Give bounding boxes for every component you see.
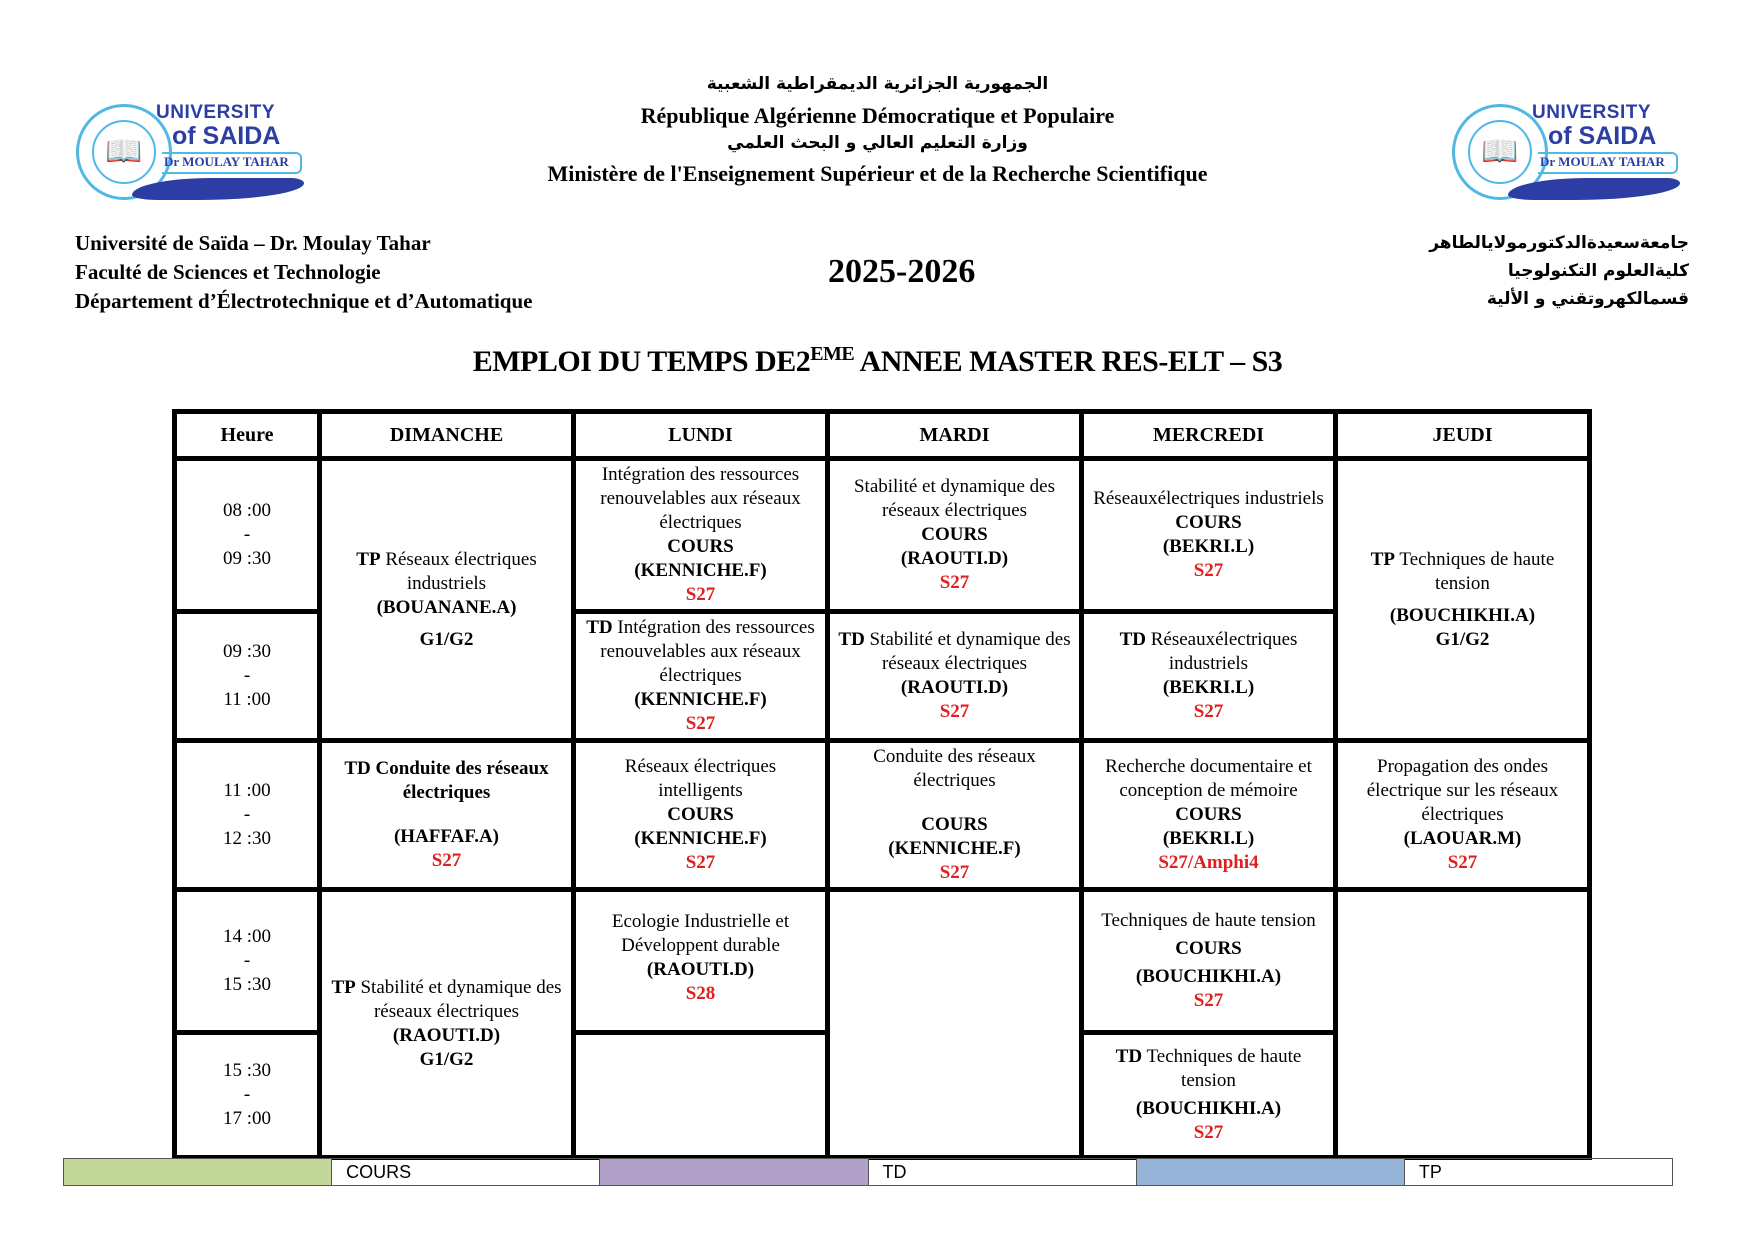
session-subject: Techniques de haute tension	[1395, 548, 1555, 594]
hour-start: 14 :00	[222, 926, 272, 947]
session-cell[interactable]	[574, 890, 828, 1033]
session-teacher: (KENNICHE.F)	[634, 560, 767, 581]
session-title	[330, 548, 563, 596]
session-title	[1092, 1045, 1325, 1093]
hour-cell	[175, 741, 320, 890]
empty-cell[interactable]	[1336, 890, 1590, 1158]
session-teacher: (BEKRI.L)	[1162, 828, 1255, 849]
hour-sep: -	[243, 1084, 251, 1105]
hour-cell	[175, 890, 320, 1033]
empty-cell[interactable]	[574, 1033, 828, 1158]
hour-cell	[175, 459, 320, 612]
session-room: S27	[1193, 990, 1224, 1011]
page-title	[0, 343, 1755, 379]
hour-end: 11 :00	[223, 689, 271, 710]
session-title	[838, 628, 1071, 676]
session-subject: Réseauxélectriques industriels	[1093, 488, 1324, 509]
session-subject: Réseauxélectriques industriels	[1146, 629, 1298, 674]
session-cell[interactable]	[1082, 741, 1336, 890]
legend-label-tp: TP	[1418, 1162, 1442, 1182]
session-cell[interactable]	[1082, 459, 1336, 612]
session-teacher: (BEKRI.L)	[1162, 677, 1255, 698]
empty-cell[interactable]	[828, 890, 1082, 1158]
session-teacher: (KENNICHE.F)	[634, 689, 767, 710]
header-row	[175, 412, 1590, 459]
session-cell[interactable]	[1082, 612, 1336, 741]
title-superscript: EME	[810, 343, 855, 365]
legend-swatch-tp	[1137, 1159, 1405, 1185]
title-main: EMPLOI DU TEMPS DE2	[472, 345, 811, 378]
department-name-ar: قسمالكهروتقني و الألية	[1486, 289, 1689, 309]
session-subject: Réseaux électriques intelligents	[624, 756, 777, 801]
timetable	[172, 409, 1592, 1160]
session-cell[interactable]	[574, 612, 828, 741]
session-teacher: (LAOUAR.M)	[1403, 828, 1522, 849]
table-row	[175, 459, 1590, 612]
university-info-arabic	[1429, 229, 1689, 313]
session-subject: Ecologie Industrielle et Développent durable	[611, 911, 790, 956]
session-cell[interactable]	[1336, 741, 1590, 890]
logo-text-saida: of SAIDA	[172, 122, 281, 150]
session-cell[interactable]	[828, 459, 1082, 612]
session-type: TP	[1370, 548, 1396, 570]
session-cell[interactable]	[1082, 1033, 1336, 1158]
republic-arabic: الجمهورية الجزائرية الديمقراطية الشعبية	[706, 74, 1049, 94]
faculty-name: Faculté de Sciences et Technologie	[75, 260, 381, 284]
session-teacher: (RAOUTI.D)	[900, 548, 1009, 569]
session-kind: COURS	[921, 814, 988, 835]
session-cell[interactable]	[574, 741, 828, 890]
session-teacher: (HAFFAF.A)	[393, 826, 499, 847]
academic-year: 2025-2026	[828, 253, 976, 290]
session-subject: Conduite des réseaux électriques	[873, 746, 1036, 791]
session-kind: COURS	[921, 524, 988, 545]
hour-end: 15 :30	[222, 974, 272, 995]
logo-text-university: UNIVERSITY	[1532, 102, 1652, 123]
session-subject: Stabilité et dynamique des réseaux électriques	[864, 629, 1071, 674]
session-room: S27/Amphi4	[1158, 852, 1259, 873]
session-room: S27	[1193, 701, 1224, 722]
hour-end: 09 :30	[222, 548, 272, 569]
university-info-french	[75, 229, 532, 316]
session-title: TD Conduite des réseaux électriques	[344, 758, 549, 803]
session-type: TD	[1115, 1046, 1143, 1067]
ministry-arabic: وزارة التعليم العالي و البحث العلمي	[727, 133, 1028, 153]
session-subject: Intégration des ressources renouvelables aux réseaux électriques	[600, 464, 801, 533]
hour-end: 17 :00	[222, 1108, 272, 1129]
session-teacher: (KENNICHE.F)	[634, 828, 767, 849]
session-kind: COURS	[1175, 938, 1242, 959]
session-type: TD	[586, 617, 613, 638]
university-name: Université de Saïda – Dr. Moulay Tahar	[75, 231, 431, 255]
session-type: TP	[331, 976, 356, 998]
col-header-mardi: MARDI	[828, 412, 1082, 459]
session-teacher: (RAOUTI.D)	[646, 959, 755, 980]
session-kind: COURS	[1175, 512, 1242, 533]
hour-sep: -	[243, 524, 251, 545]
legend	[63, 1158, 1673, 1186]
faculty-name-ar: كليةالعلوم التكنولوجيا	[1507, 261, 1689, 281]
session-subject: Techniques de haute tension	[1142, 1046, 1302, 1091]
logo-text-university: UNIVERSITY	[156, 102, 276, 123]
session-cell[interactable]	[1336, 459, 1590, 741]
session-cell[interactable]	[828, 612, 1082, 741]
session-title	[1092, 628, 1325, 676]
session-teacher: (BOUCHIKHI.A)	[1135, 966, 1282, 987]
republic-french: République Algérienne Démocratique et Populaire	[640, 103, 1115, 128]
session-subject: Réseaux électriques industriels	[380, 548, 537, 594]
session-room: S27	[1193, 1122, 1224, 1143]
hour-start: 11 :00	[223, 780, 271, 801]
session-cell[interactable]	[320, 459, 574, 741]
session-cell[interactable]	[828, 741, 1082, 890]
hour-start: 09 :30	[222, 641, 272, 662]
session-room: S27	[1447, 852, 1478, 873]
hour-cell	[175, 1033, 320, 1158]
session-title	[1346, 548, 1579, 596]
session-title	[330, 976, 563, 1024]
session-cell[interactable]	[320, 741, 574, 890]
session-room: S27	[939, 862, 970, 883]
session-teacher: (RAOUTI.D)	[392, 1024, 501, 1046]
col-header-mercredi: MERCREDI	[1082, 412, 1336, 459]
session-subject: Stabilité et dynamique des réseaux électriques	[355, 976, 562, 1022]
session-room: S27	[685, 584, 716, 605]
legend-label-td: TD	[869, 1159, 1137, 1185]
session-teacher: (KENNICHE.F)	[888, 838, 1021, 859]
hour-sep: -	[243, 950, 251, 971]
col-header-lundi: LUNDI	[574, 412, 828, 459]
session-subject: Intégration des ressources renouvelables aux réseaux électriques	[600, 617, 815, 686]
session-title	[584, 616, 817, 688]
session-kind: COURS	[667, 536, 734, 557]
book-icon: 📖	[1481, 134, 1519, 169]
hour-start: 15 :30	[222, 1060, 272, 1081]
session-room: S27	[1193, 560, 1224, 581]
session-type: TD	[838, 629, 865, 650]
table-row	[175, 890, 1590, 1033]
session-cell[interactable]	[320, 890, 574, 1158]
logo-text-dr: Dr MOULAY TAHAR	[164, 154, 289, 169]
legend-label-cours: COURS	[332, 1159, 600, 1185]
session-subject: Stabilité et dynamique des réseaux électriques	[853, 476, 1056, 521]
col-header-heure: Heure	[175, 412, 320, 459]
session-room: S27	[685, 713, 716, 734]
book-icon: 📖	[105, 134, 143, 169]
table-row	[175, 741, 1590, 890]
university-name-ar: جامعةسعيدةالدكتورمولايالطاهر	[1429, 233, 1689, 253]
session-cell[interactable]	[1082, 890, 1336, 1033]
session-subject: Techniques de haute tension	[1101, 910, 1316, 931]
session-kind: COURS	[1175, 804, 1242, 825]
session-room: S28	[685, 983, 716, 1004]
session-group: G1/G2	[419, 628, 474, 650]
session-teacher: (BOUCHIKHI.A)	[1135, 1098, 1282, 1119]
hour-end: 12 :30	[222, 828, 272, 849]
logo-text-dr: Dr MOULAY TAHAR	[1540, 154, 1665, 169]
legend-swatch-td	[600, 1159, 868, 1185]
session-kind: COURS	[667, 804, 734, 825]
session-subject: Propagation des ondes électrique sur les réseaux électriques	[1366, 756, 1559, 825]
legend-swatch-cours	[64, 1159, 332, 1185]
title-rest: ANNEE MASTER RES-ELT – S3	[854, 345, 1283, 378]
department-name: Département d’Électrotechnique et d’Automatique	[75, 289, 533, 313]
session-group: G1/G2	[419, 1048, 474, 1070]
session-subject: Recherche documentaire et conception de mémoire	[1105, 756, 1312, 801]
session-type: TP	[356, 548, 381, 570]
session-type: TD	[1119, 629, 1146, 650]
session-teacher: (BOUANANE.A)	[376, 596, 517, 618]
session-cell[interactable]	[574, 459, 828, 612]
hour-sep: -	[243, 665, 251, 686]
hour-sep: -	[243, 804, 251, 825]
session-teacher: (BEKRI.L)	[1162, 536, 1255, 557]
session-room: S27	[685, 852, 716, 873]
ministry-french: Ministère de l'Enseignement Supérieur et de la Recherche Scientifique	[547, 161, 1208, 186]
session-group: G1/G2	[1435, 628, 1490, 650]
col-header-dimanche: DIMANCHE	[320, 412, 574, 459]
session-room: S27	[431, 850, 462, 871]
hour-cell	[175, 612, 320, 741]
session-teacher: (BOUCHIKHI.A)	[1389, 604, 1536, 626]
hour-start: 08 :00	[222, 500, 272, 521]
logo-text-saida: of SAIDA	[1548, 122, 1657, 150]
session-room: S27	[939, 701, 970, 722]
session-room: S27	[939, 572, 970, 593]
session-teacher: (RAOUTI.D)	[900, 677, 1009, 698]
col-header-jeudi: JEUDI	[1336, 412, 1590, 459]
